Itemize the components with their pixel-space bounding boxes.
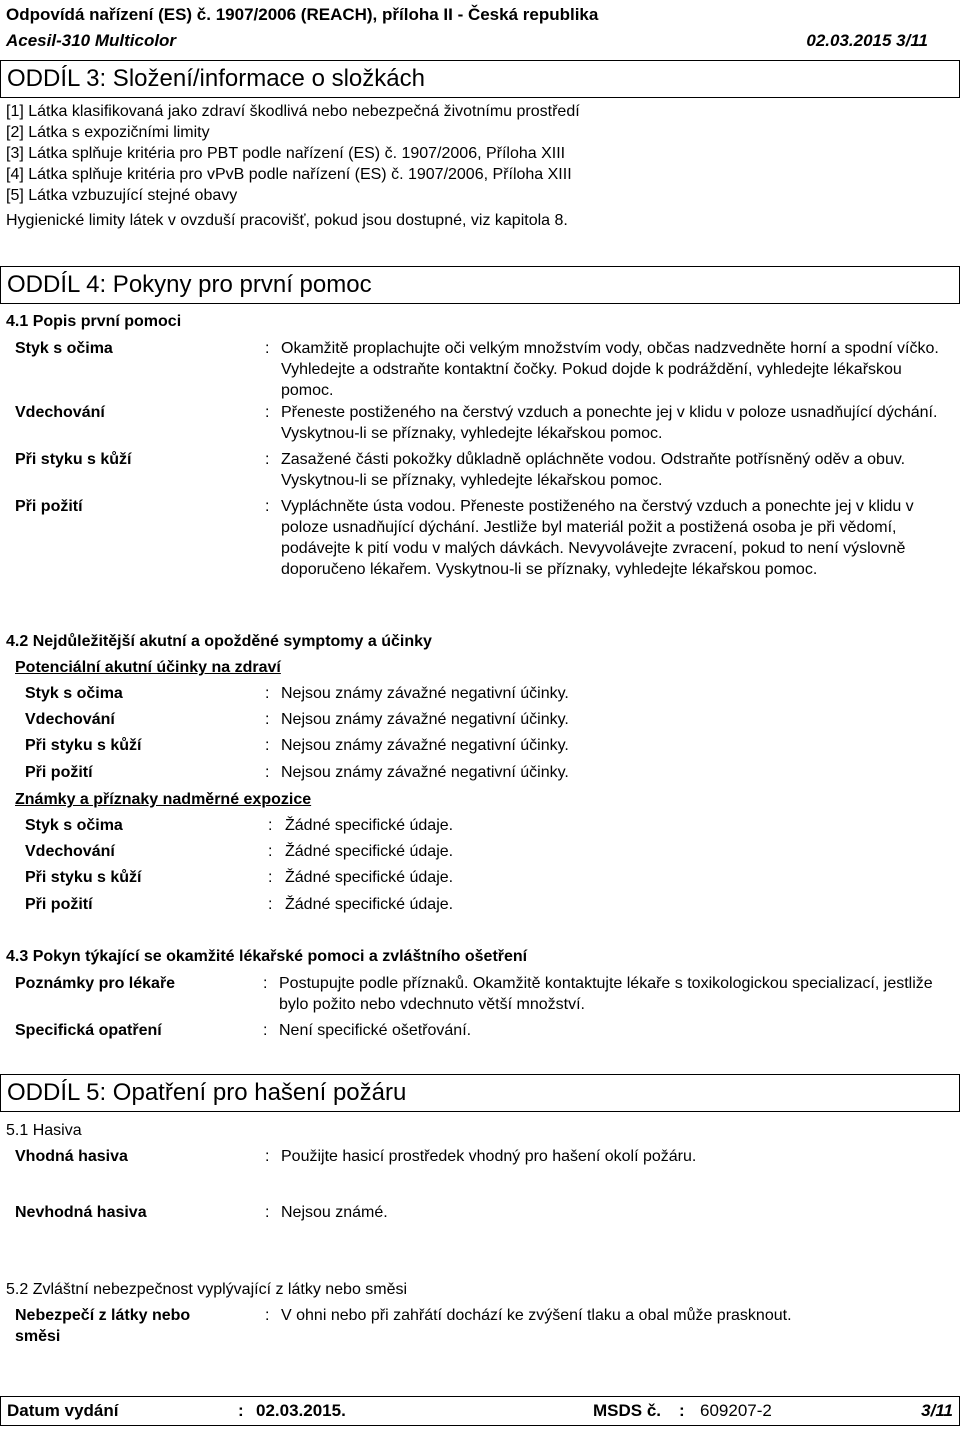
over-inhal-label: Vdechování <box>25 843 115 860</box>
doctor-notes-text: Postupujte podle příznaků. Okamžitě kontaktujte lékaře s toxikologickou specializací, jestliže bylo požito nebo vdechnuto větší množství. <box>279 975 933 1013</box>
fa-eyes-sep: : <box>265 340 270 357</box>
acute-inhal-text: Nejsou známy závažné negativní účinky. <box>281 711 569 728</box>
suitable-media-label: Vhodná hasiva <box>15 1148 128 1165</box>
section-5-header <box>0 1074 960 1112</box>
fa-inhal-sep: : <box>265 404 270 421</box>
acute-eyes-label: Styk s očima <box>25 685 123 702</box>
fa-ingest-text: Vypláchněte ústa vodou. Přeneste postiženého na čerstvý vzduch a ponechte jej v klidu v poloze usnadňující dýchání. Jestliže byl materiál požit a postižená osoba je při vědomí, podávejte k pití vodu v malých dávkách. Nevyvolávejte zvracení, pokud to není výslovně doporučeno lékařem. Vyskytnou-li se příznaky, vyhledejte lékařskou pomoc. <box>281 498 914 578</box>
over-inhal-sep: : <box>268 843 273 860</box>
acute-ingest-label: Při požití <box>25 764 93 781</box>
acute-ingest-sep: : <box>265 764 270 781</box>
hazard-text: V ohni nebo při zahřátí dochází ke zvýšení tlaku a obal může prasknout. <box>281 1307 792 1324</box>
acute-eyes-text: Nejsou známy závažné negativní účinky. <box>281 685 569 702</box>
acute-eyes-sep: : <box>265 685 270 702</box>
header-date-page: 02.03.2015 3/11 <box>806 31 928 50</box>
section-4-header <box>0 266 960 304</box>
fa-skin-sep: : <box>265 451 270 468</box>
fa-ingest-sep: : <box>265 498 270 515</box>
product-name: Acesil-310 Multicolor <box>6 31 177 50</box>
specific-measures-text: Není specifické ošetřování. <box>279 1022 472 1039</box>
footer-page: 3/11 <box>921 1401 953 1420</box>
unsuitable-media-label: Nevhodná hasiva <box>15 1204 147 1221</box>
over-eyes-sep: : <box>268 817 273 834</box>
hazard-sep: : <box>265 1307 270 1324</box>
over-inhal-text: Žádné specifické údaje. <box>285 843 454 860</box>
footer <box>0 1396 960 1426</box>
over-skin-label: Při styku s kůží <box>25 869 142 886</box>
hazard-label: Nebezpečí z látky nebo směsi <box>15 1307 191 1345</box>
over-ingest-text: Žádné specifické údaje. <box>285 896 454 913</box>
subsection-4-1: 4.1 Popis první pomoci <box>6 313 182 330</box>
over-skin-sep: : <box>268 869 273 886</box>
msds-label: MSDS č. <box>593 1401 662 1420</box>
note-5: [5] Látka vzbuzující stejné obavy <box>6 187 238 204</box>
note-3: [3] Látka splňuje kritéria pro PBT podle nařízení (ES) č. 1907/2006, Příloha XIII <box>6 145 566 162</box>
note-1: [1] Látka klasifikovaná jako zdraví škodlivá nebo nebezpečná životnímu prostředí <box>6 103 580 120</box>
subsection-4-2: 4.2 Nejdůležitější akutní a opožděné symptomy a účinky <box>6 633 432 650</box>
section-5-title: ODDÍL 5: Opatření pro hašení požáru <box>7 1079 407 1106</box>
specific-measures-label: Specifická opatření <box>15 1022 162 1039</box>
over-eyes-label: Styk s očima <box>25 817 123 834</box>
note-2: [2] Látka s expozičními limity <box>6 124 210 141</box>
acute-skin-text: Nejsou známy závažné negativní účinky. <box>281 737 569 754</box>
over-skin-text: Žádné specifické údaje. <box>285 869 454 886</box>
acute-ingest-text: Nejsou známy závažné negativní účinky. <box>281 764 569 781</box>
fa-eyes-text: Okamžitě proplachujte oči velkým množstvím vody, občas nadzvedněte horní a spodní víčko. Vyhledejte a odstraňte kontaktní čočky. Pokud dojde k podráždění, vyhledejte lékařskou pomoc. <box>281 340 939 399</box>
section-3-title: ODDÍL 3: Složení/informace o složkách <box>7 65 425 92</box>
fa-eyes-label: Styk s očima <box>15 340 113 357</box>
unsuitable-media-sep: : <box>265 1204 270 1221</box>
fa-ingest-label: Při požití <box>15 498 83 515</box>
acute-skin-label: Při styku s kůží <box>25 737 142 754</box>
regulation-header: Odpovídá nařízení (ES) č. 1907/2006 (REACH), příloha II - Česká republika <box>6 5 599 24</box>
acute-inhal-sep: : <box>265 711 270 728</box>
acute-inhal-label: Vdechování <box>25 711 115 728</box>
msds-number: 609207-2 <box>700 1401 772 1420</box>
subsection-5-1: 5.1 Hasiva <box>6 1122 82 1139</box>
specific-measures-sep: : <box>263 1022 268 1039</box>
overexposure-heading: Známky a příznaky nadměrné expozice <box>15 791 312 808</box>
issue-date-label: Datum vydání <box>7 1401 119 1420</box>
doctor-notes-label: Poznámky pro lékaře <box>15 975 176 992</box>
doctor-notes-sep: : <box>263 975 268 992</box>
section-3-header <box>0 60 960 98</box>
unsuitable-media-text: Nejsou známé. <box>281 1204 388 1221</box>
acute-heading: Potenciální akutní účinky na zdraví <box>15 659 281 676</box>
fa-inhal-label: Vdechování <box>15 404 105 421</box>
issue-date-value: 02.03.2015. <box>256 1401 346 1420</box>
over-eyes-text: Žádné specifické údaje. <box>285 817 454 834</box>
suitable-media-text: Použijte hasicí prostředek vhodný pro hašení okolí požáru. <box>281 1148 697 1165</box>
msds-sep: : <box>679 1401 685 1420</box>
subsection-5-2: 5.2 Zvláštní nebezpečnost vyplývající z látky nebo směsi <box>6 1281 408 1298</box>
hygiene-note: Hygienické limity látek v ovzduší pracovišť, pokud jsou dostupné, viz kapitola 8. <box>6 212 568 229</box>
issue-date-sep: : <box>238 1401 244 1420</box>
fa-skin-text: Zasažené části pokožky důkladně opláchněte vodou. Odstraňte potřísněný oděv a obuv. Vyskytnou-li se příznaky, vyhledejte lékařskou pomoc. <box>281 451 906 489</box>
fa-inhal-text: Přeneste postiženého na čerstvý vzduch a ponechte jej v klidu v poloze usnadňující dýchání. Vyskytnou-li se příznaky, vyhledejte lékařskou pomoc. <box>281 404 938 442</box>
suitable-media-sep: : <box>265 1148 270 1165</box>
over-ingest-label: Při požití <box>25 896 93 913</box>
subsection-4-3: 4.3 Pokyn týkající se okamžité lékařské pomoci a zvláštního ošetření <box>6 948 528 965</box>
note-4: [4] Látka splňuje kritéria pro vPvB podle nařízení (ES) č. 1907/2006, Příloha XIII <box>6 166 572 183</box>
acute-skin-sep: : <box>265 737 270 754</box>
over-ingest-sep: : <box>268 896 273 913</box>
section-4-title: ODDÍL 4: Pokyny pro první pomoc <box>7 271 372 298</box>
fa-skin-label: Při styku s kůží <box>15 451 132 468</box>
